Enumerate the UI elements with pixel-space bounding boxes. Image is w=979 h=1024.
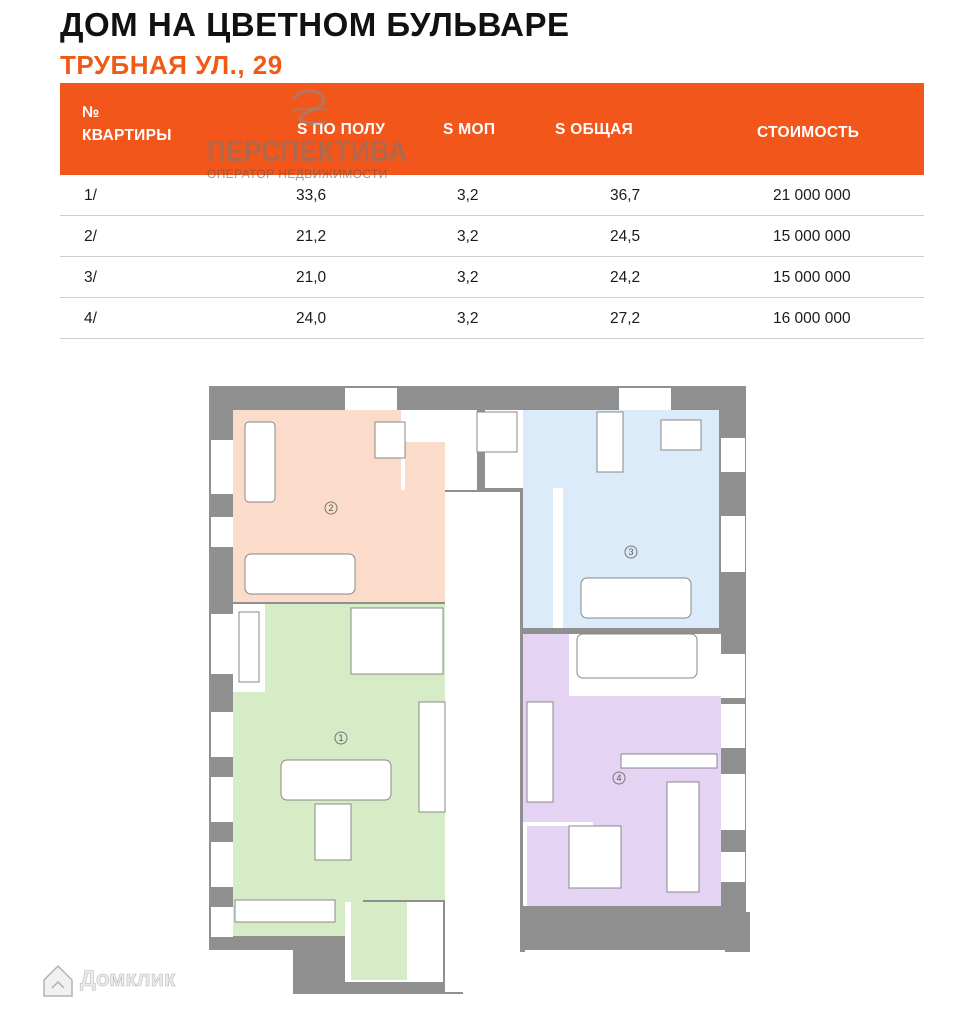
table-cell-total: 27,2 <box>610 310 641 327</box>
col-number-line2: КВАРТИРЫ <box>82 127 172 144</box>
corridor <box>445 492 520 992</box>
domclick-brand: Домклик <box>80 966 176 991</box>
table-body <box>60 175 924 339</box>
table-cell-price: 16 000 000 <box>773 310 851 327</box>
table-row <box>60 175 924 216</box>
watermark-tagline: ОПЕРАТОР НЕДВИЖИМОСТИ <box>207 167 388 181</box>
table-cell-floor: 21,0 <box>296 269 327 286</box>
apartment-label: 3 <box>628 547 634 557</box>
col-total-area: S ОБЩАЯ <box>555 121 634 138</box>
table-header <box>60 83 924 175</box>
table-cell-price: 21 000 000 <box>773 187 851 204</box>
table-cell-total: 24,5 <box>610 228 641 245</box>
table-cell-mop: 3,2 <box>457 228 479 245</box>
table-cell-floor: 33,6 <box>296 187 327 204</box>
table-cell-mop: 3,2 <box>457 310 479 327</box>
apartment-label: 2 <box>328 503 334 513</box>
col-number-line1: № <box>82 104 100 121</box>
table-cell-floor: 21,2 <box>296 228 327 245</box>
table-cell-price: 15 000 000 <box>773 269 851 286</box>
table-row <box>60 216 924 257</box>
table-cell-num: 2/ <box>84 228 97 245</box>
apartment-label: 1 <box>338 733 344 743</box>
col-mop-area: S МОП <box>443 121 496 138</box>
col-price: СТОИМОСТЬ <box>757 124 860 141</box>
price-table <box>60 83 924 339</box>
table-cell-num: 4/ <box>84 310 97 327</box>
table-row <box>60 257 924 298</box>
page-subtitle: ТРУБНАЯ УЛ., 29 <box>60 50 283 80</box>
table-cell-price: 15 000 000 <box>773 228 851 245</box>
apartment-label: 4 <box>616 773 622 783</box>
table-row <box>60 298 924 339</box>
table-cell-floor: 24,0 <box>296 310 327 327</box>
floor-plan <box>205 382 750 997</box>
page-title: ДОМ НА ЦВЕТНОМ БУЛЬВАРЕ <box>60 6 570 43</box>
table-cell-total: 36,7 <box>610 187 641 204</box>
table-cell-num: 3/ <box>84 269 97 286</box>
table-cell-mop: 3,2 <box>457 187 479 204</box>
table-cell-total: 24,2 <box>610 269 641 286</box>
col-floor-area: S ПО ПОЛУ <box>297 121 386 138</box>
watermark-name: ПЕРСПЕКТИВА <box>207 136 408 168</box>
table-cell-num: 1/ <box>84 187 97 204</box>
table-cell-mop: 3,2 <box>457 269 479 286</box>
